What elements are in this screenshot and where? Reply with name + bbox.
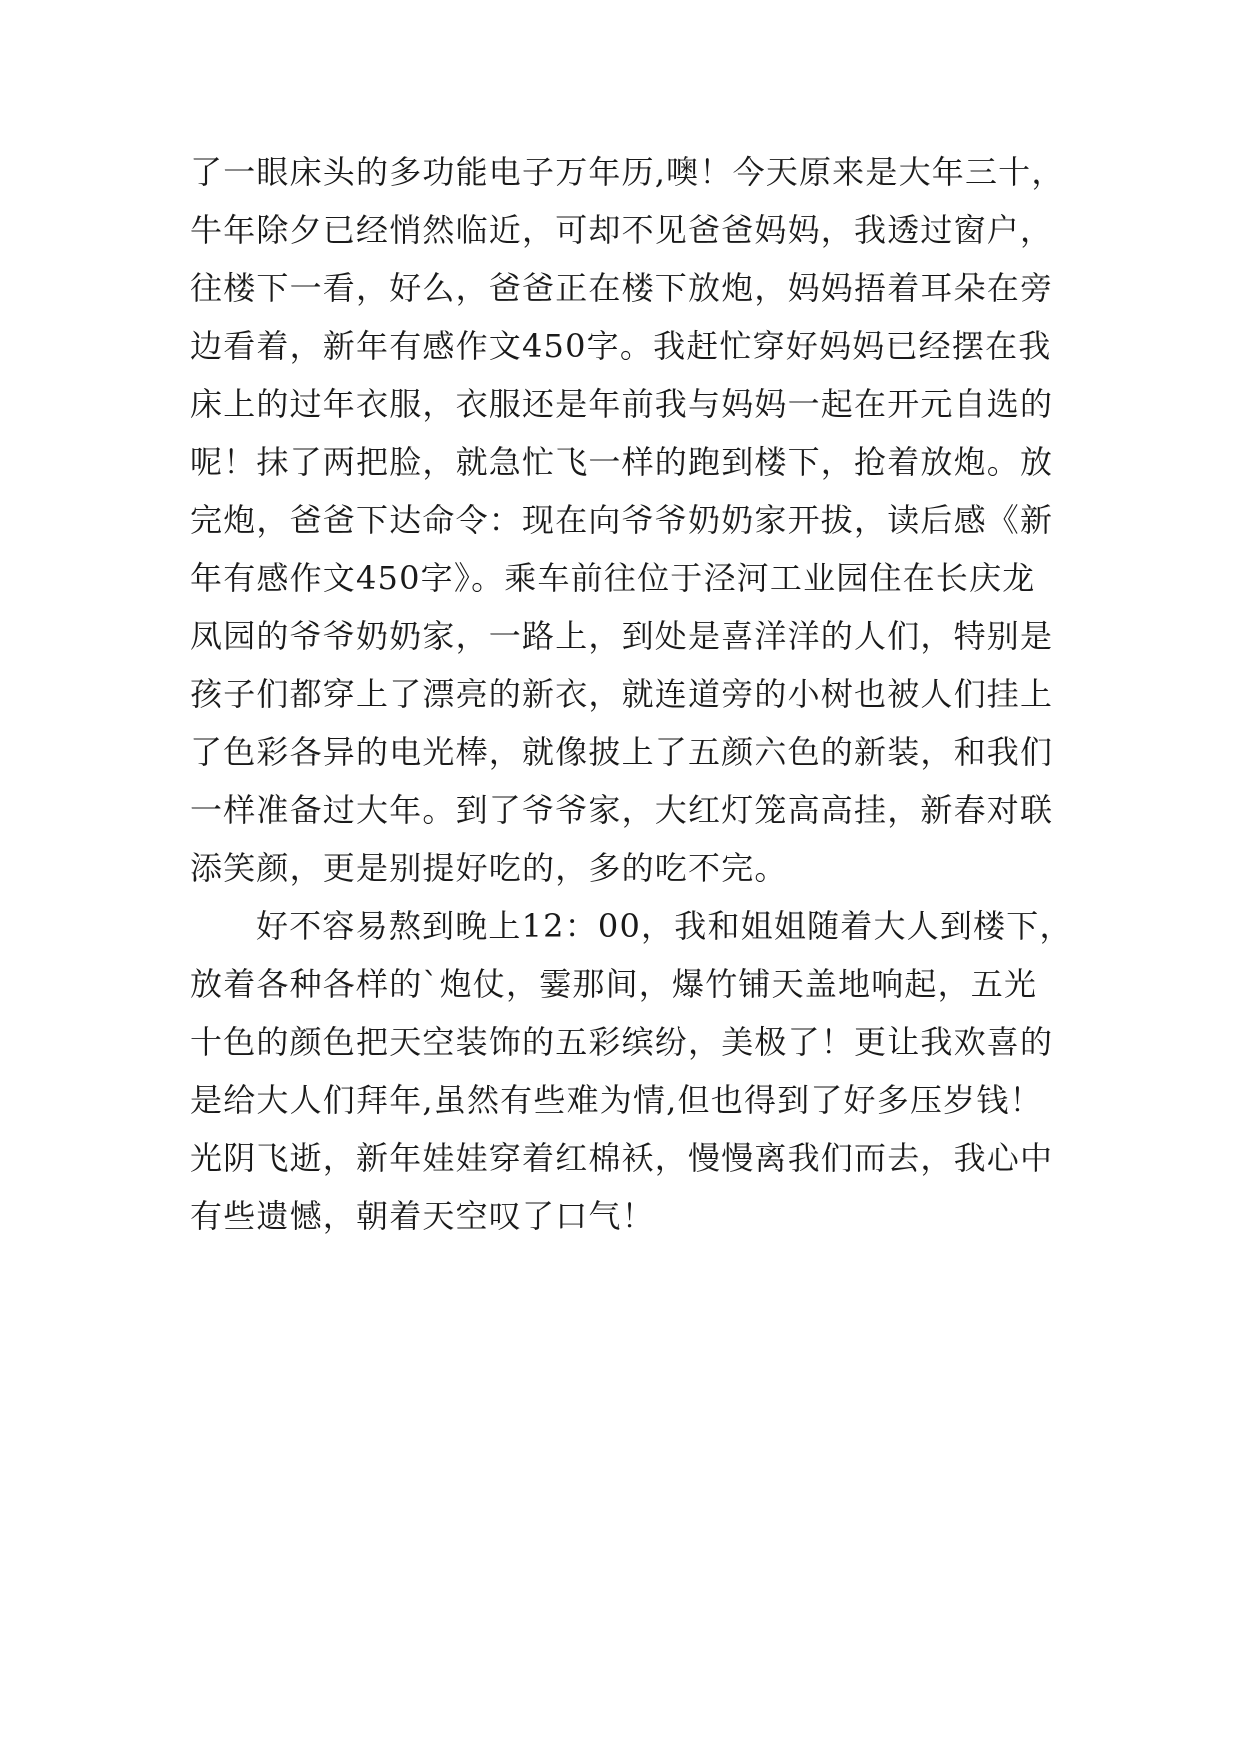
text-line: 呢！抹了两把脸，就急忙飞一样的跑到楼下，抢着放炮。放 xyxy=(190,443,1054,481)
text-line: 年有感作文450字》。乘车前往位于泾河工业园住在长庆龙 xyxy=(190,559,1036,597)
text-line: 了一眼床头的多功能电子万年历,噢！今天原来是大年三十， xyxy=(190,153,1065,191)
text-line: 了色彩各异的电光棒，就像披上了五颜六色的新装，和我们 xyxy=(190,733,1054,771)
text-line: 十色的颜色把天空装饰的五彩缤纷，美极了！更让我欢喜的 xyxy=(190,1023,1054,1061)
text-line: 完炮，爸爸下达命令：现在向爷爷奶奶家开拔，读后感《新 xyxy=(190,501,1054,539)
text-line: 牛年除夕已经悄然临近，可却不见爸爸妈妈，我透过窗户， xyxy=(190,211,1054,249)
text-line: 凤园的爷爷奶奶家，一路上，到处是喜洋洋的人们，特别是 xyxy=(190,617,1054,655)
text-line: 孩子们都穿上了漂亮的新衣，就连道旁的小树也被人们挂上 xyxy=(190,675,1054,713)
text-line: 添笑颜，更是别提好吃的，多的吃不完。 xyxy=(190,849,788,887)
text-line: 边看着，新年有感作文450字。我赶忙穿好妈妈已经摆在我 xyxy=(190,327,1052,365)
text-line: 光阴飞逝，新年娃娃穿着红棉袄，慢慢离我们而去，我心中 xyxy=(190,1139,1054,1177)
paragraph-first-line: 好不容易熬到晚上12：00，我和姐姐随着大人到楼下， xyxy=(256,907,1073,945)
text-line: 有些遗憾，朝着天空叹了口气！ xyxy=(190,1197,655,1235)
text-line: 是给大人们拜年,虽然有些难为情,但也得到了好多压岁钱！ xyxy=(190,1081,1043,1119)
text-line: 往楼下一看，好么，爸爸正在楼下放炮，妈妈捂着耳朵在旁 xyxy=(190,269,1054,307)
text-line: 床上的过年衣服，衣服还是年前我与妈妈一起在开元自选的 xyxy=(190,385,1054,423)
text-line: 一样准备过大年。到了爷爷家，大红灯笼高高挂，新春对联 xyxy=(190,791,1054,829)
text-line: 放着各种各样的`炮仗，霎那间，爆竹铺天盖地响起，五光 xyxy=(190,965,1038,1003)
